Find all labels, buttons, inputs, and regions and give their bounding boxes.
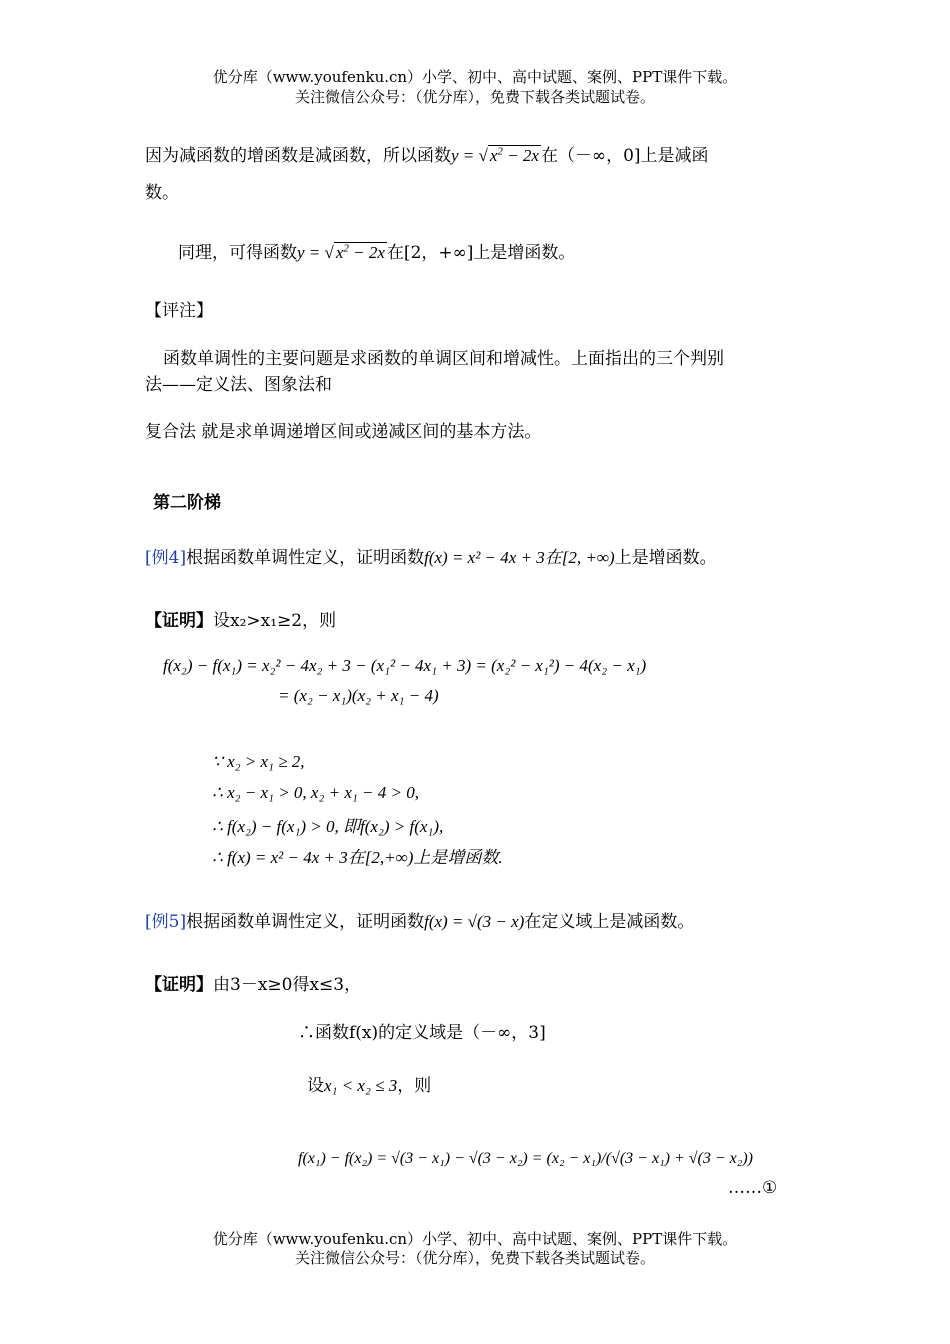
example5-formula: f(x) = √(3 − x) — [424, 912, 525, 931]
para1-pre: 因为减函数的增函数是减函数，所以函数 — [145, 146, 451, 166]
example5-tag[interactable]: [例5] — [145, 912, 187, 932]
example4-tag[interactable]: [例4] — [145, 548, 187, 568]
proof5-assume-pre: 设 — [307, 1076, 324, 1096]
proof4-step2: ∴ x₂ − x₁ > 0, x₂ + x₁ − 4 > 0, — [212, 783, 419, 802]
example4-line — [145, 543, 717, 568]
footer-line-1: 优分库（www.youfenku.cn）小学、初中、高中试题、案例、PPT课件下载。 — [212, 1230, 738, 1248]
example5-text: 根据函数单调性定义，证明函数 — [186, 912, 425, 932]
para1-formula: y = √ $x^2 - 2x$ — [451, 145, 539, 165]
proof4-line — [145, 606, 336, 631]
para1-post: 在（－∞，0]上是减函 — [540, 146, 709, 166]
para1-cont: 数。 — [145, 183, 179, 203]
proof4-eq2: = (x₂ − x₁)(x₂ + x₁ − 4) — [278, 686, 439, 705]
proof5-label: 【证明】 — [145, 975, 213, 995]
footer-line-2: 关注微信公众号：（优分库），免费下载各类试题试卷。 — [294, 1249, 655, 1267]
para2-line — [178, 238, 575, 263]
example5-line — [145, 907, 694, 932]
proof5-domain: ∴函数f(x)的定义域是（－∞，3] — [298, 1023, 546, 1043]
proof4-step4: ∴ f(x) = x² − 4x + 3在[2,+∞)上是增函数. — [212, 848, 503, 867]
proof5-text: 由3－x≥0得x≤3， — [213, 975, 362, 995]
proof4-step1: ∵ x₂ > x₁ ≥ 2, — [212, 752, 305, 771]
note-title: 【评注】 — [145, 301, 213, 321]
example4-formula: f(x) = x² − 4x + 3在[2, +∞) — [424, 548, 615, 567]
proof5-assume-post: ，则 — [397, 1076, 432, 1096]
proof4-label: 【证明】 — [145, 611, 213, 631]
example4-text: 根据函数单调性定义，证明函数 — [186, 548, 425, 568]
note-line1: 函数单调性的主要问题是求函数的单调区间和增减性。上面指出的三个判别 — [163, 349, 724, 369]
proof5-assume-math: x₁ < x₂ ≤ 3 — [324, 1076, 398, 1095]
note-line3: 复合法 就是求单调递增区间或递减区间的基本方法。 — [145, 422, 542, 442]
header-line-2: 关注微信公众号：（优分库），免费下载各类试题试卷。 — [294, 88, 655, 106]
para2-pre: 同理，可得函数 — [178, 243, 297, 263]
equation-marker: ……① — [728, 1178, 778, 1198]
proof5-assume — [307, 1071, 431, 1096]
para1-line — [145, 141, 709, 166]
proof5-line — [145, 970, 361, 995]
example4-tail: 上是增函数。 — [614, 548, 717, 568]
section-title: 第二阶梯 — [153, 493, 221, 513]
note-line2: 法——定义法、图象法和 — [145, 375, 332, 395]
proof5-equation: f(x₁) − f(x₂) = √(3 − x₁) − √(3 − x₂) = (x₂ − x₁)/(√(3 − x₁) + √(3 − x₂)) — [298, 1150, 753, 1167]
proof4-eq1: f(x₂) − f(x₁) = x₂² − 4x₂ + 3 − (x₁² − 4x₁ + 3) = (x₂² − x₁²) − 4(x₂ − x₁) — [163, 656, 647, 675]
para2-post: 在[2，+∞]上是增函数。 — [386, 243, 576, 263]
para2-formula: y = √ $x^2 - 2x$ — [297, 242, 385, 262]
header-line-1: 优分库（www.youfenku.cn）小学、初中、高中试题、案例、PPT课件下载。 — [212, 68, 738, 86]
proof4-step3: ∴ f(x₂) − f(x₁) > 0, 即f(x₂) > f(x₁), — [212, 817, 444, 836]
proof4-text: 设x₂>x₁≥2，则 — [213, 611, 337, 631]
example5-tail: 在定义域上是减函数。 — [524, 912, 695, 932]
